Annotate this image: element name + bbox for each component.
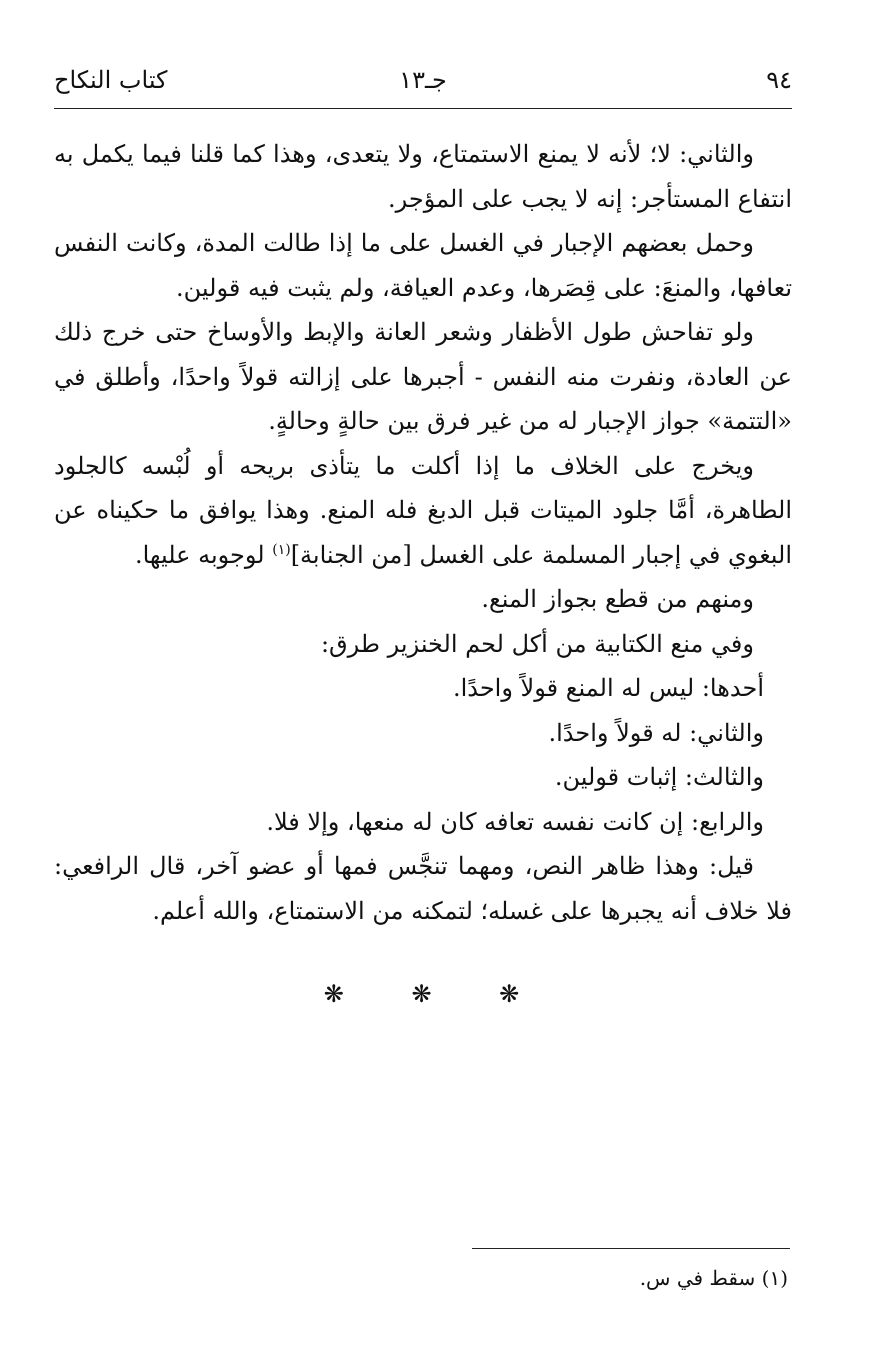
running-header: [54, 66, 792, 100]
text-line: ومنهم من قطع بجواز المنع.: [481, 585, 754, 613]
paragraph: والثاني: لا؛ لأنه لا يمنع الاستمتاع، ولا يتعدى، وهذا كما قلنا فيما يكمل به انتفاع المستأجر: إنه لا يجب على المؤجر.: [54, 140, 792, 213]
volume-label: جـ١٣: [399, 66, 447, 94]
method-item: والرابع: إن كانت نفسه تعافه كان له منعها، وإلا فلا.: [266, 807, 764, 836]
page-number: ٩٤: [766, 66, 792, 94]
section-separator: ❋ ❋ ❋: [323, 980, 550, 1008]
footnote-reference[interactable]: (١): [272, 541, 291, 558]
paragraph-with-footnote: [54, 444, 792, 578]
paragraph: وحمل بعضهم الإجبار في الغسل على ما إذا طالت المدة، وكانت النفس تعافها، والمنعَ: على قِصَرها، وعدم العيافة، ولم يثبت فيه قولين.: [54, 229, 792, 302]
header-divider: [54, 108, 792, 109]
book-title: كتاب النكاح: [54, 66, 168, 94]
text-line: وفي منع الكتابية من أكل لحم الخنزير طرق:: [320, 629, 754, 658]
paragraph-text: لوجوبه عليها.: [134, 540, 273, 569]
paragraph: قيل: وهذا ظاهر النص، ومهما تنجَّس فمها أو عضو آخر، قال الرافعي: فلا خلاف أنه يجبرها على غسله؛ لتمكنه من الاستمتاع، والله أعلم.: [54, 852, 792, 925]
method-item: والثالث: إثبات قولين.: [554, 763, 764, 791]
method-item: والثاني: له قولاً واحدًا.: [548, 718, 764, 747]
method-item: أحدها: ليس له المنع قولاً واحدًا.: [452, 674, 764, 702]
footnote: (١) سقط في س.: [639, 1266, 788, 1290]
paragraph: ولو تفاحش طول الأظفار وشعر العانة والإبط والأوساخ حتى خرج ذلك عن العادة، ونفرت منه النفس - أجبرها على إزالته قولاً واحدًا، وأطلق في «التتمة» جواز الإجبار له من غير فرق بين حالةٍ وحالةٍ.: [54, 318, 792, 435]
paragraph-text: ويخرج على الخلاف ما إذا أكلت ما يتأذى بريحه أو لُبْسه كالجلود الطاهرة، أمَّا جلود الميتات قبل الدبغ فله المنع. وهذا يوافق ما حكيناه عن البغوي في إجبار المسلمة على الغسل [من الجنابة]: [54, 451, 792, 569]
footnote-divider: [472, 1248, 790, 1249]
main-text: [54, 132, 792, 933]
